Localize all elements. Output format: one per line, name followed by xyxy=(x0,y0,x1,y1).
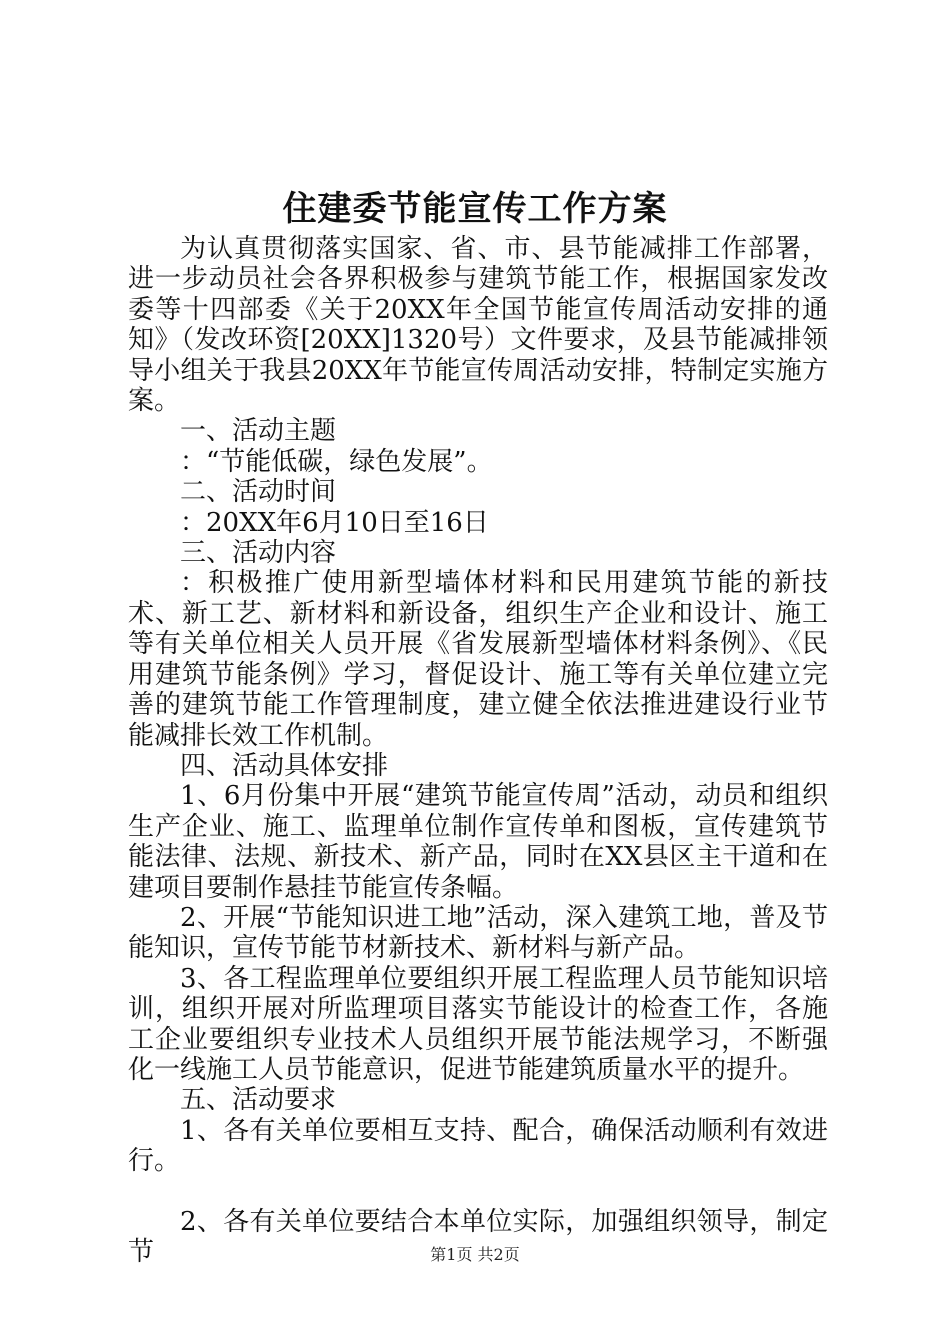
requirement-item-2: 2、各有关单位要结合本单位实际，加强组织领导，制定节 xyxy=(128,1206,828,1267)
section-heading-arrangement: 四、活动具体安排 xyxy=(180,750,389,781)
section-heading-requirements: 五、活动要求 xyxy=(180,1085,337,1116)
document-body xyxy=(128,234,828,1267)
arrangement-item-2: 2、开展“节能知识进工地”活动，深入建筑工地，普及节能知识，宣传节能节材新技术、新材料与新产品。 xyxy=(128,902,828,964)
section-heading-theme: 一、活动主题 xyxy=(180,416,337,447)
theme-text: ：“节能低碳，绿色发展”。 xyxy=(180,446,493,477)
section-heading-content: 三、活动内容 xyxy=(180,538,337,569)
arrangement-item-1: 1、6月份集中开展“建筑节能宣传周”活动，动员和组织生产企业、施工、监理单位制作宣传单和图板，宣传建筑节能法律、法规、新技术、新产品，同时在XX县区主干道和在建项目要制作悬挂节能宣传条幅。 xyxy=(128,781,828,903)
page-footer: 第1页 共2页 xyxy=(430,1245,520,1264)
intro-paragraph: 为认真贯彻落实国家、省、市、县节能减排工作部署，进一步动员社会各界积极参与建筑节能工作，根据国家发改委等十四部委《关于20XX年全国节能宣传周活动安排的通知》（发改环资[20XX]1320号）文件要求，及县节能减排领导小组关于我县20XX年节能宣传周活动安排，特制定实施方案。 xyxy=(128,234,828,417)
paragraph-gap xyxy=(128,1177,828,1207)
content-paragraph: ：积极推广使用新型墙体材料和民用建筑节能的新技术、新工艺、新材料和新设备，组织生产企业和设计、施工等有关单位相关人员开展《省发展新型墙体材料条例》、《民用建筑节能条例》学习，督促设计、施工等有关单位建立完善的建筑节能工作管理制度，建立健全依法推进建设行业节能减排长效工作机制。 xyxy=(128,568,828,751)
time-text: ：20XX年6月10日至16日 xyxy=(180,507,489,538)
arrangement-item-3: 3、各工程监理单位要组织开展工程监理人员节能知识培训，组织开展对所监理项目落实节能设计的检查工作，各施工企业要组织专业技术人员组织开展节能法规学习，不断强化一线施工人员节能意识，促进节能建筑质量水平的提升。 xyxy=(128,963,828,1085)
section-heading-time: 二、活动时间 xyxy=(180,477,337,508)
requirement-item-1: 1、各有关单位要相互支持、配合，确保活动顺利有效进行。 xyxy=(128,1115,828,1177)
document-title: 住建委节能宣传工作方案 xyxy=(282,189,668,229)
